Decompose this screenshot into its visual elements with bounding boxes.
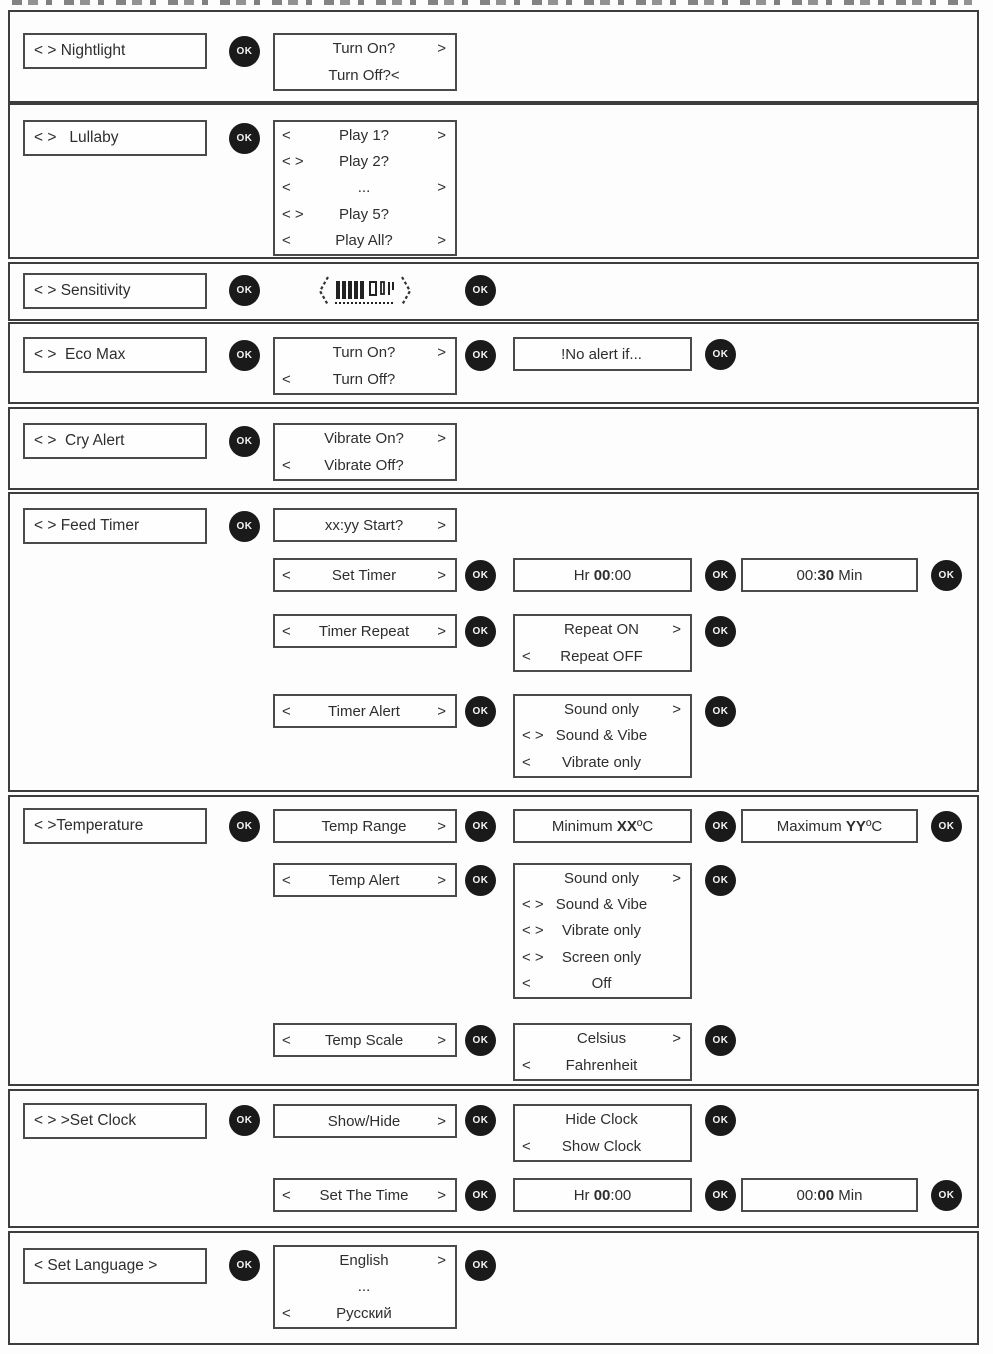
ok-button xyxy=(465,1025,496,1056)
ok-button xyxy=(705,1105,736,1136)
ok-button xyxy=(229,1105,260,1136)
screen-line: English > xyxy=(339,1251,446,1269)
section-cry-alert xyxy=(8,407,979,490)
menu-box-timer-alert xyxy=(273,694,457,728)
value-post: :00 xyxy=(610,1186,632,1204)
ok-label: OK xyxy=(472,1115,489,1126)
value-post: ºC xyxy=(636,817,654,835)
ok-label: OK xyxy=(472,570,489,581)
menu-label: < > >Set Clock xyxy=(34,1112,137,1129)
value-post: :00 xyxy=(610,566,632,584)
section-set-clock xyxy=(8,1089,979,1228)
ok-button xyxy=(705,1025,736,1056)
sensitivity-level-icon xyxy=(273,274,457,308)
screen-line: xx:yy Start? > xyxy=(324,516,446,534)
menu-box-temp-range xyxy=(273,809,457,843)
lcd-screen-clock-hours xyxy=(513,1178,692,1212)
ok-label: OK xyxy=(236,133,253,144)
lcd-screen-language-options xyxy=(273,1245,457,1329)
lcd-screen-temp-alert-options xyxy=(513,863,692,999)
menu-label: < > Eco Max xyxy=(34,346,126,363)
menu-box-lullaby xyxy=(23,120,207,156)
ok-button xyxy=(705,339,736,370)
screen-line: Sound only > xyxy=(563,700,681,718)
ok-button xyxy=(931,1180,962,1211)
screen-line: < Vibrate only xyxy=(522,754,641,772)
menu-box-timer-repeat xyxy=(273,614,457,648)
bold-value: 30 xyxy=(817,566,835,584)
value-pre: Hr xyxy=(573,1186,594,1204)
screen-line: Temp Range > xyxy=(321,817,446,835)
menu-label: < > Cry Alert xyxy=(34,432,125,449)
ok-button xyxy=(705,616,736,647)
bold-value: YY xyxy=(845,817,866,835)
lcd-screen-feed-timer-start xyxy=(273,508,457,542)
screen-line: < Temp Alert > xyxy=(282,871,446,889)
menu-box-feed-timer xyxy=(23,508,207,544)
value-pre: 00: xyxy=(796,1186,818,1204)
lcd-screen-cry-alert-options xyxy=(273,423,457,481)
ok-button xyxy=(465,340,496,371)
ok-label: OK xyxy=(472,285,489,296)
menu-box-set-the-time xyxy=(273,1178,457,1212)
screen-line: < Timer Alert > xyxy=(282,702,446,720)
ok-label: OK xyxy=(472,1260,489,1271)
screen-line: < Set Timer > xyxy=(282,566,446,584)
menu-label: < Set Language > xyxy=(34,1257,158,1274)
ok-button xyxy=(229,340,260,371)
ok-label: OK xyxy=(712,1115,729,1126)
screen-line: < > Sound & Vibe xyxy=(522,727,648,745)
value-pre: Hr xyxy=(573,566,594,584)
screen-line: Celsius > xyxy=(576,1030,681,1047)
lcd-screen-set-timer-hours xyxy=(513,558,692,592)
ok-label: OK xyxy=(472,1035,489,1046)
ok-button xyxy=(705,1180,736,1211)
ok-label: OK xyxy=(236,46,253,57)
ok-label: OK xyxy=(472,626,489,637)
menu-label: < >Temperature xyxy=(34,817,144,834)
menu-label: < > Feed Timer xyxy=(34,517,140,534)
ok-label: OK xyxy=(472,821,489,832)
ok-button xyxy=(465,616,496,647)
ok-label: OK xyxy=(712,1035,729,1046)
ok-label: OK xyxy=(712,570,729,581)
screen-line: < Set The Time > xyxy=(282,1186,446,1204)
lcd-screen-set-timer-minutes xyxy=(741,558,918,592)
ok-button xyxy=(229,123,260,154)
screen-line: Sound only > xyxy=(563,869,681,887)
screen-line: Turn Off?< xyxy=(328,67,400,84)
ok-label: OK xyxy=(236,821,253,832)
lcd-screen-timer-alert-options xyxy=(513,694,692,778)
screen-line: < Turn Off? xyxy=(282,371,396,388)
menu-box-set-timer xyxy=(273,558,457,592)
ok-label: OK xyxy=(712,706,729,717)
menu-box-sensitivity xyxy=(23,273,207,309)
screen-line: < Fahrenheit xyxy=(522,1057,638,1074)
screen-line: Turn On? > xyxy=(332,344,446,361)
ok-button xyxy=(931,811,962,842)
menu-box-cry-alert xyxy=(23,423,207,459)
ok-label: OK xyxy=(712,875,729,886)
ok-button xyxy=(465,1180,496,1211)
lcd-screen-clock-minutes xyxy=(741,1178,918,1212)
menu-box-nightlight xyxy=(23,33,207,69)
screen-line: ... xyxy=(357,1278,371,1296)
screen-line: < Play 1? > xyxy=(282,126,446,144)
ok-label: OK xyxy=(236,350,253,361)
ok-button xyxy=(465,865,496,896)
ok-label: OK xyxy=(712,821,729,832)
menu-box-set-clock xyxy=(23,1103,207,1139)
screen-line: Hide Clock xyxy=(565,1111,638,1128)
bold-value: XX xyxy=(616,817,637,835)
ok-label: OK xyxy=(712,349,729,360)
ok-button xyxy=(705,560,736,591)
menu-box-temperature xyxy=(23,808,207,844)
screen-line: < Off xyxy=(522,975,612,993)
lcd-screen-eco-max-no-alert xyxy=(513,337,692,371)
ok-button xyxy=(229,426,260,457)
ok-button xyxy=(229,511,260,542)
lcd-screen-temp-scale-options xyxy=(513,1023,692,1081)
ok-button xyxy=(705,696,736,727)
ok-label: OK xyxy=(236,521,253,532)
screen-line: < Vibrate Off? xyxy=(282,457,404,474)
value-post: ºC xyxy=(865,817,883,835)
lcd-screen-timer-repeat-options xyxy=(513,614,692,672)
lcd-screen-nightlight-options xyxy=(273,33,457,91)
screen-line: Repeat ON > xyxy=(563,621,681,638)
screen-line: !No alert if... xyxy=(561,345,642,363)
screen-line: < Play All? > xyxy=(282,232,446,250)
section-set-language xyxy=(8,1231,979,1345)
lcd-screen-eco-max-onoff xyxy=(273,337,457,395)
ok-label: OK xyxy=(472,706,489,717)
bold-value: 00 xyxy=(593,1186,611,1204)
section-temperature xyxy=(8,795,979,1086)
value-pre: Maximum xyxy=(776,817,846,835)
ok-label: OK xyxy=(938,821,955,832)
menu-box-temp-scale xyxy=(273,1023,457,1057)
menu-box-show-hide xyxy=(273,1104,457,1138)
ok-button xyxy=(229,36,260,67)
menu-label: < > Lullaby xyxy=(34,129,119,146)
ok-button xyxy=(465,696,496,727)
ok-label: OK xyxy=(472,875,489,886)
ok-button xyxy=(465,811,496,842)
section-feed-timer xyxy=(8,492,979,792)
ok-button xyxy=(465,560,496,591)
ok-button xyxy=(705,811,736,842)
lcd-screen-show-hide-options xyxy=(513,1104,692,1162)
menu-box-set-language xyxy=(23,1248,207,1284)
screen-line: < Temp Scale > xyxy=(282,1031,446,1049)
screen-line: Show/Hide > xyxy=(327,1112,446,1130)
screen-line: < > Play 2? xyxy=(282,153,390,171)
screen-line: < > Vibrate only xyxy=(522,922,641,940)
ok-button xyxy=(229,1250,260,1281)
bold-value: 00 xyxy=(593,566,611,584)
screen-line: < ... > xyxy=(282,179,446,197)
menu-box-eco-max xyxy=(23,337,207,373)
screen-line: < > Screen only xyxy=(522,948,642,966)
ok-label: OK xyxy=(938,570,955,581)
screen-line: < Русский xyxy=(282,1305,392,1323)
screen-line: < > Sound & Vibe xyxy=(522,896,648,914)
ok-button xyxy=(705,865,736,896)
screen-line: < Show Clock xyxy=(522,1138,642,1155)
ok-label: OK xyxy=(938,1190,955,1201)
ok-button xyxy=(931,560,962,591)
value-pre: Minimum xyxy=(551,817,617,835)
screen-line: < Repeat OFF xyxy=(522,648,643,665)
bold-value: 00 xyxy=(817,1186,835,1204)
ok-button xyxy=(465,1105,496,1136)
ok-label: OK xyxy=(236,436,253,447)
menu-label: < > Nightlight xyxy=(34,42,126,59)
section-nightlight xyxy=(8,10,979,103)
section-sensitivity xyxy=(8,262,979,321)
ok-label: OK xyxy=(472,350,489,361)
ok-button xyxy=(229,811,260,842)
menu-box-temp-alert xyxy=(273,863,457,897)
value-post: Min xyxy=(834,1186,863,1204)
ok-label: OK xyxy=(236,285,253,296)
screen-line: < > Play 5? xyxy=(282,205,390,223)
ok-button xyxy=(229,275,260,306)
section-lullaby xyxy=(8,103,979,259)
lcd-screen-lullaby-options xyxy=(273,120,457,256)
ok-label: OK xyxy=(236,1115,253,1126)
ok-label: OK xyxy=(712,626,729,637)
menu-label: < > Sensitivity xyxy=(34,282,131,299)
screen-line: Turn On? > xyxy=(332,40,446,57)
value-pre: 00: xyxy=(796,566,818,584)
lcd-screen-temp-minimum xyxy=(513,809,692,843)
ok-button xyxy=(465,1250,496,1281)
ok-button xyxy=(465,275,496,306)
section-eco-max xyxy=(8,322,979,404)
ok-label: OK xyxy=(472,1190,489,1201)
lcd-screen-temp-maximum xyxy=(741,809,918,843)
ok-label: OK xyxy=(236,1260,253,1271)
ok-label: OK xyxy=(712,1190,729,1201)
screen-line: Vibrate On? > xyxy=(324,430,446,447)
value-post: Min xyxy=(834,566,863,584)
screen-line: < Timer Repeat > xyxy=(282,622,446,640)
clipped-text-artifact xyxy=(12,0,972,5)
